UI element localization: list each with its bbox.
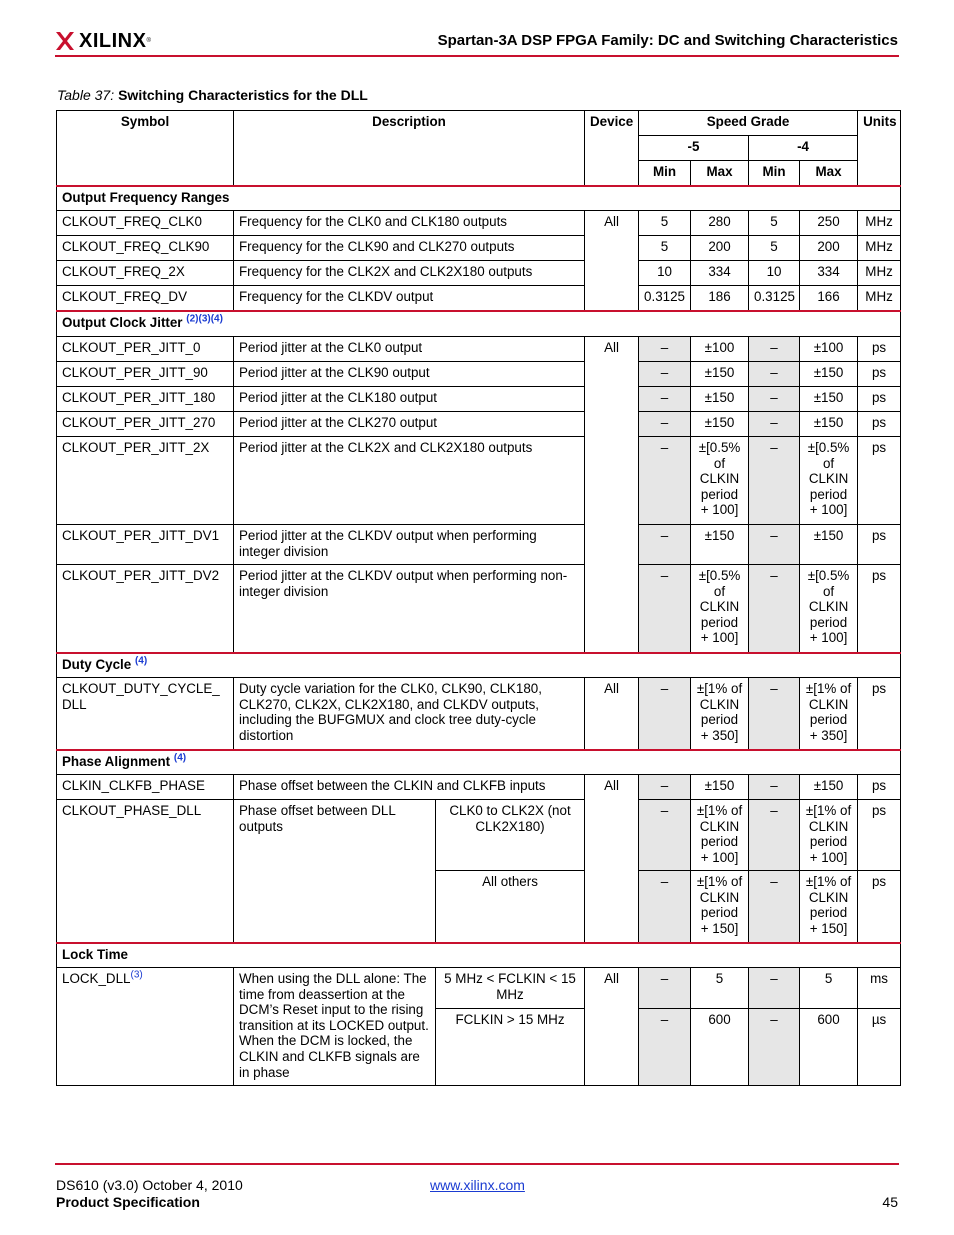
header-max-4: Max <box>800 161 858 186</box>
cell-condition: FCLKIN > 15 MHz <box>436 1009 585 1086</box>
table-row <box>57 412 901 437</box>
cell-symbol: LOCK_DLL$^{(3)}$ <box>57 968 234 1086</box>
cell-symbol: CLKOUT_PER_JITT_270 <box>57 412 234 437</box>
cell-description: Period jitter at the CLK90 output <box>234 362 585 387</box>
cell-description: Period jitter at the CLKDV output when performing integer division <box>234 525 585 565</box>
cell-max4: ±150 <box>800 387 858 412</box>
cell-max5: ±[1% of CLKIN period + 100] <box>691 800 749 871</box>
cell-description: When using the DLL alone: The time from deassertion at the DCM’s Reset input to the rising transition at its LOCKED output. When the DCM is locked, the CLKIN and CLKFB signals are in phase <box>234 968 436 1086</box>
footer-doc-info <box>56 1177 243 1211</box>
cell-max5: ±150 <box>691 525 749 565</box>
cell-symbol: CLKOUT_FREQ_CLK90 <box>57 236 234 261</box>
cell-description: Phase offset between the CLKIN and CLKFB inputs <box>234 775 585 800</box>
cell-symbol: CLKOUT_PER_JITT_0 <box>57 337 234 362</box>
section-phase-alignment: Phase Alignment $^{(4)}$ <box>57 750 901 775</box>
cell-symbol: CLKOUT_PER_JITT_DV2 <box>57 565 234 653</box>
cell-units: ps <box>858 525 901 565</box>
cell-max5: 186 <box>691 286 749 311</box>
header-grade-5: -5 <box>639 136 749 161</box>
header-grade-4: -4 <box>749 136 858 161</box>
cell-min5: – <box>639 337 691 362</box>
cell-description: Duty cycle variation for the CLK0, CLK90, CLK180, CLK270, CLK2X, CLK2X180, and CLKDV outputs, including the BUFGMUX and clock tree duty-cycle distortion <box>234 678 585 750</box>
cell-description: Period jitter at the CLKDV output when performing non-integer division <box>234 565 585 653</box>
header-min-4: Min <box>749 161 800 186</box>
cell-description: Period jitter at the CLK0 output <box>234 337 585 362</box>
cell-min4: – <box>749 800 800 871</box>
cell-max4: 334 <box>800 261 858 286</box>
table-row <box>57 437 901 525</box>
header-units: Units <box>858 111 901 186</box>
cell-units: ms <box>858 968 901 1009</box>
page-number: 45 <box>882 1194 898 1210</box>
cell-symbol: CLKOUT_PHASE_DLL <box>57 800 234 943</box>
cell-min4: – <box>749 1009 800 1086</box>
cell-max4: 250 <box>800 211 858 236</box>
cell-units: ps <box>858 678 901 750</box>
cell-min4: – <box>749 678 800 750</box>
cell-max4: 600 <box>800 1009 858 1086</box>
cell-max4: ±[1% of CLKIN period + 350] <box>800 678 858 750</box>
cell-max4: 5 <box>800 968 858 1009</box>
logo-wordmark: XILINX® <box>79 30 152 52</box>
xilinx-logo-icon <box>55 31 75 51</box>
cell-min4: – <box>749 968 800 1009</box>
cell-symbol: CLKOUT_PER_JITT_90 <box>57 362 234 387</box>
cell-units: ps <box>858 337 901 362</box>
footer-website-link[interactable]: www.xilinx.com <box>430 1177 525 1193</box>
cell-min5: – <box>639 800 691 871</box>
table-row <box>57 236 901 261</box>
cell-max5: 334 <box>691 261 749 286</box>
cell-description: Frequency for the CLKDV output <box>234 286 585 311</box>
cell-max5: ±[1% of CLKIN period + 150] <box>691 871 749 943</box>
cell-condition: 5 MHz < FCLKIN < 15 MHz <box>436 968 585 1009</box>
cell-symbol: CLKOUT_FREQ_DV <box>57 286 234 311</box>
cell-device: All <box>585 775 639 943</box>
cell-description: Period jitter at the CLK180 output <box>234 387 585 412</box>
cell-description: Phase offset between DLL outputs <box>234 800 436 943</box>
section-output-clock-jitter: Output Clock Jitter $^{(2)(3)(4)}$ <box>57 311 901 337</box>
cell-max4: ±[1% of CLKIN period + 100] <box>800 800 858 871</box>
cell-units: ps <box>858 565 901 653</box>
table-caption: Table 37: Switching Characteristics for the DLL <box>57 87 368 103</box>
cell-max4: ±150 <box>800 412 858 437</box>
cell-description: Frequency for the CLK2X and CLK2X180 outputs <box>234 261 585 286</box>
cell-max5: ±[0.5% of CLKIN period + 100] <box>691 437 749 525</box>
cell-max5: 5 <box>691 968 749 1009</box>
cell-units: ps <box>858 362 901 387</box>
cell-min5: – <box>639 437 691 525</box>
cell-device: All <box>585 678 639 750</box>
table-row <box>57 678 901 750</box>
cell-min5: – <box>639 362 691 387</box>
cell-max4: 200 <box>800 236 858 261</box>
table-row <box>57 337 901 362</box>
cell-min4: – <box>749 565 800 653</box>
cell-min4: 0.3125 <box>749 286 800 311</box>
cell-units: ps <box>858 387 901 412</box>
table-row <box>57 286 901 311</box>
cell-max5: 600 <box>691 1009 749 1086</box>
xilinx-logo <box>55 29 151 53</box>
header-min-5: Min <box>639 161 691 186</box>
cell-min5: – <box>639 871 691 943</box>
cell-min4: – <box>749 362 800 387</box>
dll-switching-table <box>56 110 901 1086</box>
cell-units: MHz <box>858 286 901 311</box>
cell-symbol: CLKOUT_PER_JITT_180 <box>57 387 234 412</box>
table-row <box>57 525 901 565</box>
table-row <box>57 775 901 800</box>
cell-max5: ±150 <box>691 362 749 387</box>
document-title: Spartan-3A DSP FPGA Family: DC and Switching Characteristics <box>437 32 898 49</box>
section-lock-time: Lock Time <box>57 943 901 968</box>
cell-max5: ±150 <box>691 412 749 437</box>
cell-max5: 280 <box>691 211 749 236</box>
cell-max5: ±150 <box>691 775 749 800</box>
header-rule <box>55 55 899 57</box>
cell-min5: – <box>639 525 691 565</box>
cell-min4: – <box>749 525 800 565</box>
cell-symbol: CLKOUT_FREQ_2X <box>57 261 234 286</box>
cell-min5: – <box>639 775 691 800</box>
cell-max4: 166 <box>800 286 858 311</box>
section-output-frequency: Output Frequency Ranges <box>57 186 901 211</box>
cell-max4: ±150 <box>800 362 858 387</box>
cell-min4: – <box>749 775 800 800</box>
cell-min4: – <box>749 437 800 525</box>
cell-units: MHz <box>858 211 901 236</box>
cell-description: Period jitter at the CLK2X and CLK2X180 outputs <box>234 437 585 525</box>
cell-units: ps <box>858 800 901 871</box>
cell-max5: ±[0.5% of CLKIN period + 100] <box>691 565 749 653</box>
cell-min5: 5 <box>639 236 691 261</box>
cell-max4: ±[1% of CLKIN period + 150] <box>800 871 858 943</box>
table-row <box>57 968 901 1009</box>
cell-device: All <box>585 211 639 311</box>
cell-min4: 5 <box>749 211 800 236</box>
cell-condition: All others <box>436 871 585 943</box>
footer-rule <box>55 1163 899 1165</box>
cell-min5: – <box>639 678 691 750</box>
cell-condition: CLK0 to CLK2X (not CLK2X180) <box>436 800 585 871</box>
table-row <box>57 261 901 286</box>
cell-min4: – <box>749 337 800 362</box>
table-row <box>57 565 901 653</box>
cell-max5: ±150 <box>691 387 749 412</box>
table-row <box>57 800 901 871</box>
cell-units: MHz <box>858 261 901 286</box>
cell-symbol: CLKOUT_PER_JITT_DV1 <box>57 525 234 565</box>
cell-device: All <box>585 337 639 653</box>
header-symbol: Symbol <box>57 111 234 186</box>
cell-min5: – <box>639 387 691 412</box>
cell-min5: 10 <box>639 261 691 286</box>
footer-doc-id: DS610 (v3.0) October 4, 2010 <box>56 1177 243 1193</box>
cell-symbol: CLKOUT_FREQ_CLK0 <box>57 211 234 236</box>
cell-max4: ±150 <box>800 525 858 565</box>
cell-min4: – <box>749 387 800 412</box>
header-max-5: Max <box>691 161 749 186</box>
cell-min5: – <box>639 412 691 437</box>
cell-max4: ±100 <box>800 337 858 362</box>
cell-description: Frequency for the CLK0 and CLK180 outputs <box>234 211 585 236</box>
table-row <box>57 387 901 412</box>
cell-max4: ±[0.5% of CLKIN period + 100] <box>800 565 858 653</box>
header-device: Device <box>585 111 639 186</box>
cell-units: ps <box>858 775 901 800</box>
cell-device: All <box>585 968 639 1086</box>
header-description: Description <box>234 111 585 186</box>
cell-units: µs <box>858 1009 901 1086</box>
cell-min5: – <box>639 565 691 653</box>
cell-max5: ±[1% of CLKIN period + 350] <box>691 678 749 750</box>
cell-symbol: CLKOUT_DUTY_CYCLE_ DLL <box>57 678 234 750</box>
cell-units: MHz <box>858 236 901 261</box>
cell-min4: 10 <box>749 261 800 286</box>
table-row <box>57 362 901 387</box>
table-row <box>57 211 901 236</box>
cell-units: ps <box>858 871 901 943</box>
cell-description: Period jitter at the CLK270 output <box>234 412 585 437</box>
cell-max4: ±[0.5% of CLKIN period + 100] <box>800 437 858 525</box>
cell-units: ps <box>858 437 901 525</box>
cell-min5: 0.3125 <box>639 286 691 311</box>
cell-max5: 200 <box>691 236 749 261</box>
header-speed-grade: Speed Grade <box>639 111 858 136</box>
cell-min5: – <box>639 968 691 1009</box>
cell-max4: ±150 <box>800 775 858 800</box>
cell-symbol: CLKIN_CLKFB_PHASE <box>57 775 234 800</box>
cell-min5: – <box>639 1009 691 1086</box>
cell-max5: ±100 <box>691 337 749 362</box>
cell-min4: – <box>749 412 800 437</box>
cell-description: Frequency for the CLK90 and CLK270 outputs <box>234 236 585 261</box>
cell-units: ps <box>858 412 901 437</box>
section-duty-cycle: Duty Cycle $^{(4)}$ <box>57 653 901 678</box>
footer-doc-type: Product Specification <box>56 1194 200 1210</box>
cell-min4: 5 <box>749 236 800 261</box>
cell-symbol: CLKOUT_PER_JITT_2X <box>57 437 234 525</box>
cell-min4: – <box>749 871 800 943</box>
cell-min5: 5 <box>639 211 691 236</box>
